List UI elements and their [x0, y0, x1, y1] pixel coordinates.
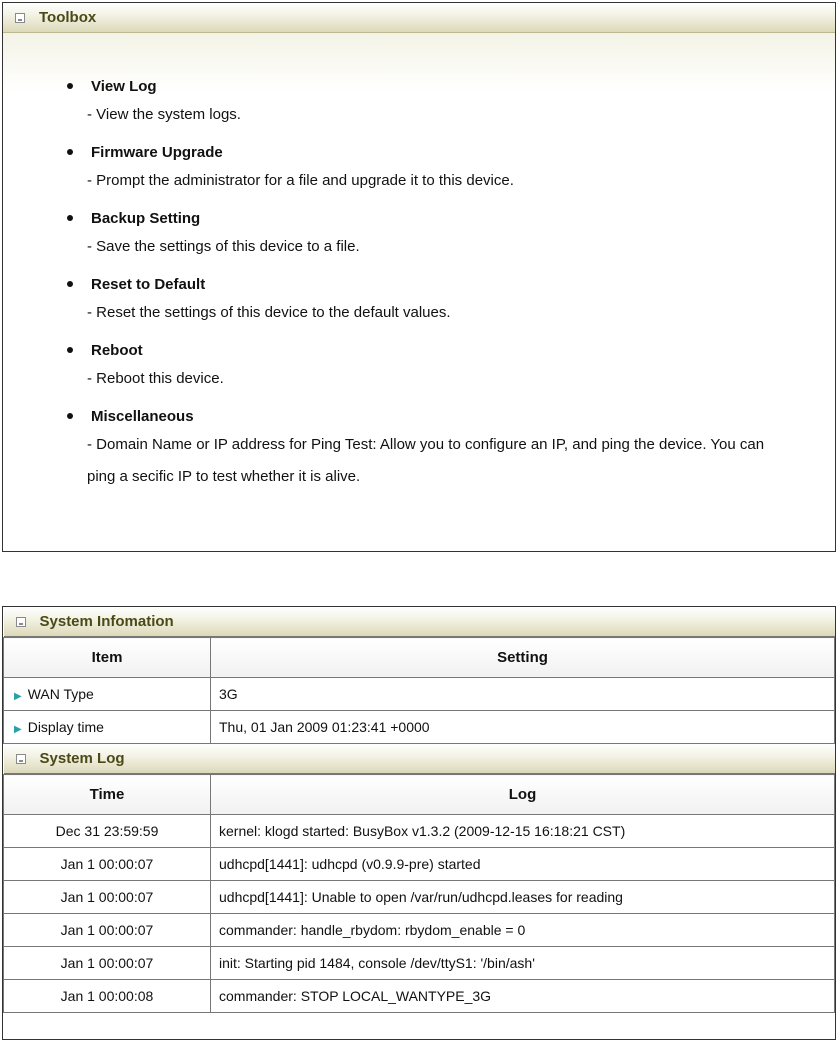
toolbox-title: Toolbox	[39, 9, 97, 26]
tool-item-reboot	[67, 339, 835, 389]
tool-title: Firmware Upgrade	[91, 143, 223, 161]
column-header-item: Item	[4, 638, 211, 678]
bullet-icon	[67, 281, 73, 287]
arrow-right-icon: ▶	[14, 691, 22, 702]
system-log-title: System Log	[39, 750, 125, 767]
log-row	[4, 881, 835, 914]
tool-title: Reboot	[91, 341, 143, 359]
log-time: Dec 31 23:59:59	[4, 815, 211, 848]
bullet-icon	[67, 215, 73, 221]
tool-desc: - View the system logs.	[87, 106, 241, 123]
row-label-text: WAN Type	[27, 686, 94, 702]
table-header-row	[4, 775, 835, 815]
tool-item-backup-setting	[67, 207, 835, 257]
log-row	[4, 848, 835, 881]
log-time: Jan 1 00:00:07	[4, 914, 211, 947]
row-label-text: Display time	[27, 719, 104, 735]
log-message: udhcpd[1441]: udhcpd (v0.9.9-pre) started	[211, 848, 835, 881]
bullet-icon	[67, 347, 73, 353]
log-row	[4, 815, 835, 848]
tool-title: View Log	[91, 77, 157, 95]
tool-desc: - Prompt the administrator for a file and upgrade it to this device.	[87, 172, 514, 189]
tool-item-miscellaneous	[67, 405, 835, 493]
table-row	[4, 678, 835, 711]
toolbox-panel	[2, 2, 836, 552]
bullet-icon	[67, 413, 73, 419]
log-message: kernel: klogd started: BusyBox v1.3.2 (2009-12-15 16:18:21 CST)	[211, 815, 835, 848]
log-row	[4, 947, 835, 980]
log-row	[4, 980, 835, 1013]
row-value: 3G	[211, 678, 835, 711]
arrow-right-icon: ▶	[14, 724, 22, 735]
log-time: Jan 1 00:00:07	[4, 848, 211, 881]
system-info-title: System Infomation	[39, 613, 174, 630]
log-row	[4, 914, 835, 947]
tool-item-firmware-upgrade	[67, 141, 835, 191]
log-message: udhcpd[1441]: Unable to open /var/run/udhcpd.leases for reading	[211, 881, 835, 914]
column-header-log: Log	[211, 775, 835, 815]
tool-desc: - Reset the settings of this device to the default values.	[87, 304, 451, 321]
toolbox-body	[3, 33, 835, 551]
bullet-icon	[67, 149, 73, 155]
tool-desc: - Save the settings of this device to a file.	[87, 238, 360, 255]
system-info-panel	[2, 606, 836, 1040]
log-time: Jan 1 00:00:07	[4, 881, 211, 914]
tool-title: Reset to Default	[91, 275, 206, 293]
tool-item-view-log	[67, 75, 835, 125]
toolbox-header	[3, 3, 835, 33]
log-message: init: Starting pid 1484, console /dev/ttyS1: '/bin/ash'	[211, 947, 835, 980]
tool-item-reset-default	[67, 273, 835, 323]
bullet-icon	[67, 83, 73, 89]
tool-desc: - Reboot this device.	[87, 370, 224, 387]
tool-desc: - Domain Name or IP address for Ping Test: Allow you to configure an IP, and ping the device. You can ping a secific IP to test whether it is alive.	[87, 436, 765, 485]
tool-title: Miscellaneous	[91, 407, 194, 425]
table-header-row	[4, 638, 835, 678]
log-time: Jan 1 00:00:07	[4, 947, 211, 980]
system-info-header	[4, 607, 835, 638]
row-label	[4, 711, 211, 744]
system-log-header	[4, 744, 835, 775]
log-message: commander: STOP LOCAL_WANTYPE_3G	[211, 980, 835, 1013]
table-row	[4, 711, 835, 744]
row-value: Thu, 01 Jan 2009 01:23:41 +0000	[211, 711, 835, 744]
system-info-table	[3, 607, 835, 1013]
section-box-icon	[15, 13, 25, 23]
log-time: Jan 1 00:00:08	[4, 980, 211, 1013]
section-box-icon	[16, 754, 26, 764]
log-message: commander: handle_rbydom: rbydom_enable = 0	[211, 914, 835, 947]
row-label	[4, 678, 211, 711]
column-header-time: Time	[4, 775, 211, 815]
section-box-icon	[16, 617, 26, 627]
tool-title: Backup Setting	[91, 209, 201, 227]
column-header-setting: Setting	[211, 638, 835, 678]
